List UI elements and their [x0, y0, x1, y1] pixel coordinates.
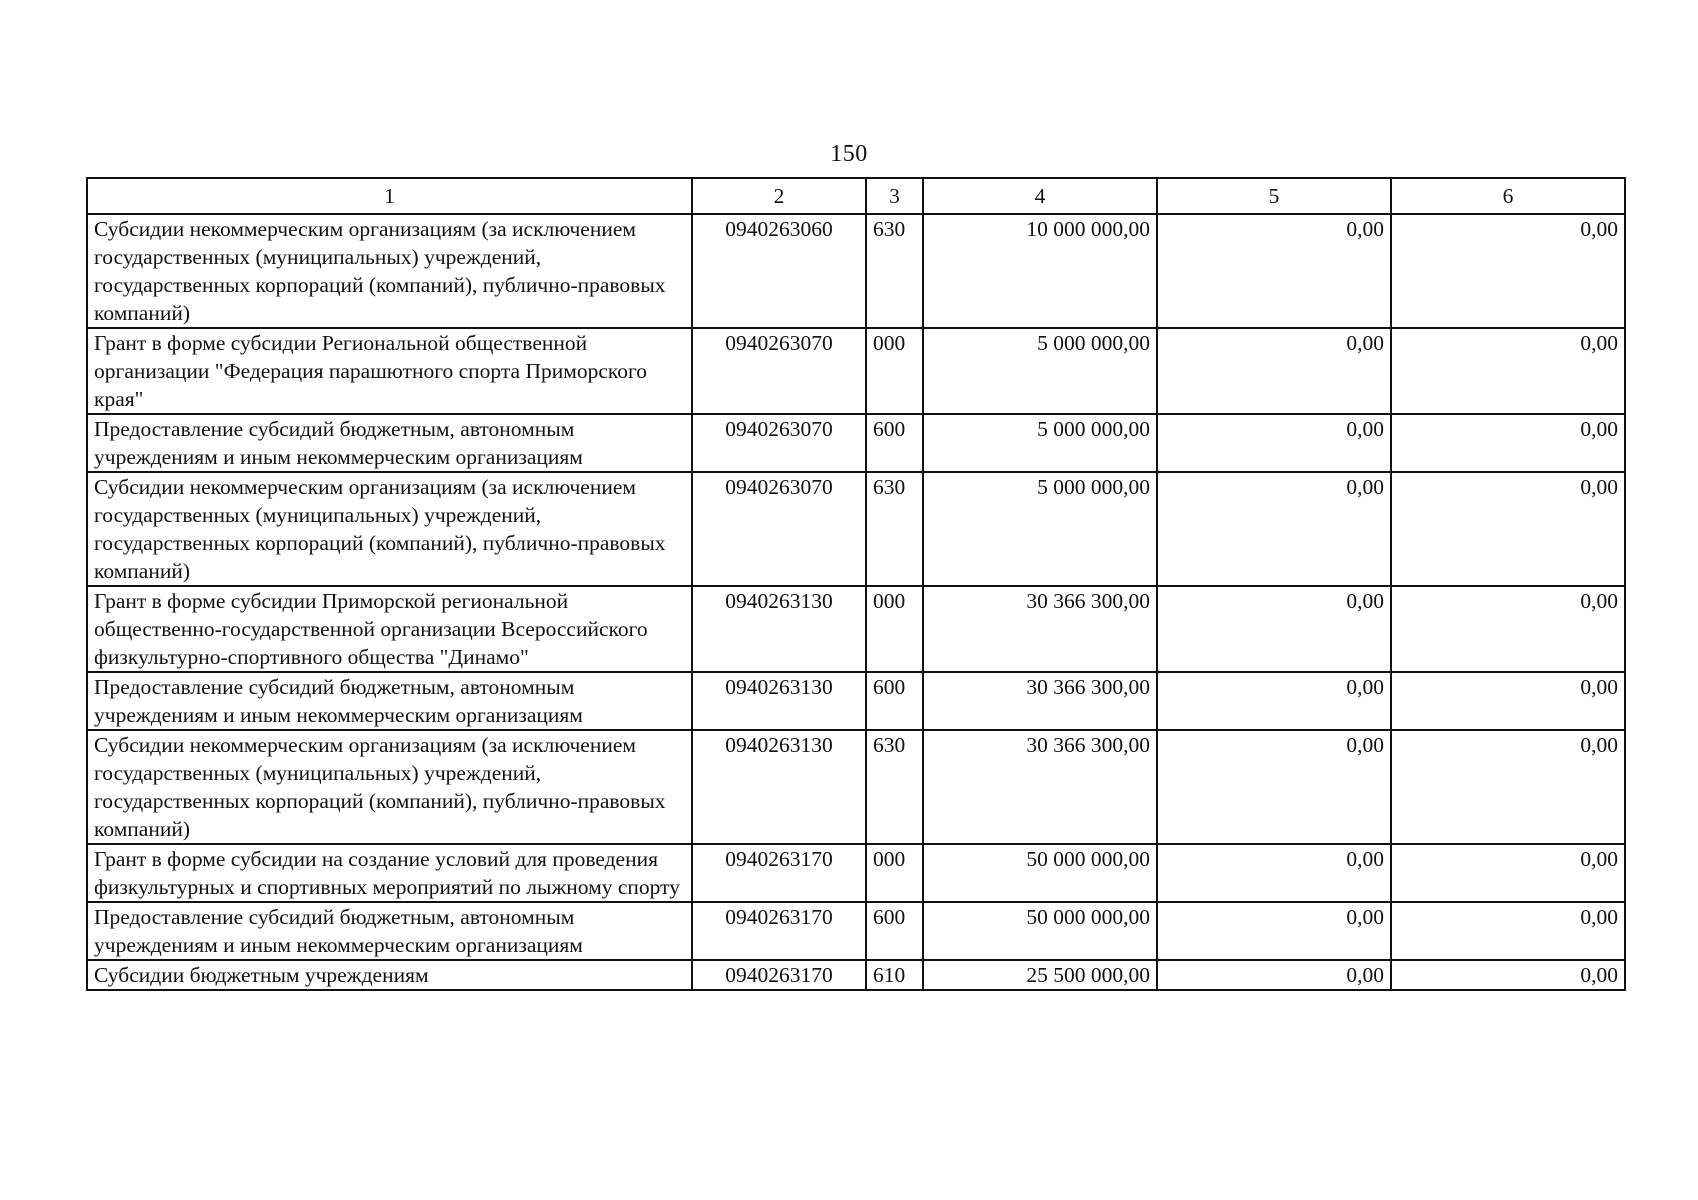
- row-code-cell: 0940263170: [692, 902, 866, 960]
- amount-col6: 0,00: [1580, 417, 1618, 441]
- row-type-cell: 000: [866, 328, 923, 414]
- row-type-cell: 610: [866, 960, 923, 990]
- table-row: [87, 844, 1625, 902]
- row-code-cell: 0940263070: [692, 328, 866, 414]
- amount-col4: 50 000 000,00: [1026, 847, 1150, 871]
- amount-col6: 0,00: [1580, 905, 1618, 929]
- row-name-cell: Грант в форме субсидии на создание условий для проведения физкультурных и спортивных мероприятий по лыжному спорту: [87, 844, 692, 902]
- amount-col4: 5 000 000,00: [1037, 475, 1150, 499]
- row-name-cell: Субсидии бюджетным учреждениям: [87, 960, 692, 990]
- row-type-cell: 600: [866, 672, 923, 730]
- row-code-cell: 0940263070: [692, 414, 866, 472]
- budget-table: [86, 177, 1626, 991]
- table-row: [87, 472, 1625, 586]
- amount-col5: 0,00: [1346, 847, 1384, 871]
- row-type-cell: 630: [866, 214, 923, 328]
- row-type-cell: 000: [866, 586, 923, 672]
- row-name-cell: Субсидии некоммерческим организациям (за исключением государственных (муниципальных) учреждений, государственных корпораций (компаний), публично-правовых компаний): [87, 214, 692, 328]
- table-row: [87, 960, 1625, 990]
- row-name-cell: Предоставление субсидий бюджетным, автономным учреждениям и иным некоммерческим организациям: [87, 414, 692, 472]
- table-row: [87, 328, 1625, 414]
- column-header: 4: [923, 178, 1157, 214]
- row-type-cell: 600: [866, 414, 923, 472]
- amount-col4: 30 366 300,00: [1026, 589, 1150, 613]
- header-row: [87, 178, 1625, 214]
- amount-col6: 0,00: [1580, 475, 1618, 499]
- table-row: [87, 730, 1625, 844]
- amount-col4: 30 366 300,00: [1026, 675, 1150, 699]
- row-code-cell: 0940263070: [692, 472, 866, 586]
- row-name-cell: Грант в форме субсидии Приморской региональной общественно-государственной организации Всероссийского физкультурно-спортивного общества "Динамо": [87, 586, 692, 672]
- table-row: [87, 414, 1625, 472]
- row-code-cell: 0940263130: [692, 672, 866, 730]
- amount-col6: 0,00: [1580, 733, 1618, 757]
- column-header: 2: [692, 178, 866, 214]
- row-name-cell: Предоставление субсидий бюджетным, автономным учреждениям и иным некоммерческим организациям: [87, 902, 692, 960]
- amount-col5: 0,00: [1346, 675, 1384, 699]
- row-name-cell: Предоставление субсидий бюджетным, автономным учреждениям и иным некоммерческим организациям: [87, 672, 692, 730]
- amount-col5: 0,00: [1346, 905, 1384, 929]
- column-header: 1: [87, 178, 692, 214]
- row-code-cell: 0940263170: [692, 960, 866, 990]
- amount-col6: 0,00: [1580, 963, 1618, 987]
- amount-col5: 0,00: [1346, 217, 1384, 241]
- amount-col4: 25 500 000,00: [1026, 963, 1150, 987]
- amount-col5: 0,00: [1346, 733, 1384, 757]
- row-type-cell: 630: [866, 472, 923, 586]
- row-name-cell: Грант в форме субсидии Региональной общественной организации "Федерация парашютного спорта Приморского края": [87, 328, 692, 414]
- row-name-cell: Субсидии некоммерческим организациям (за исключением государственных (муниципальных) учреждений, государственных корпораций (компаний), публично-правовых компаний): [87, 472, 692, 586]
- table-row: [87, 902, 1625, 960]
- amount-col4: 30 366 300,00: [1026, 733, 1150, 757]
- table-row: [87, 672, 1625, 730]
- amount-col4: 50 000 000,00: [1026, 905, 1150, 929]
- row-code-cell: 0940263130: [692, 730, 866, 844]
- column-header: 3: [866, 178, 923, 214]
- column-header: 6: [1391, 178, 1625, 214]
- column-header: 5: [1157, 178, 1391, 214]
- amount-col6: 0,00: [1580, 589, 1618, 613]
- row-type-cell: 000: [866, 844, 923, 902]
- row-code-cell: 0940263170: [692, 844, 866, 902]
- table-row: [87, 214, 1625, 328]
- page-number: 150: [830, 141, 868, 167]
- amount-col5: 0,00: [1346, 963, 1384, 987]
- row-type-cell: 600: [866, 902, 923, 960]
- amount-col5: 0,00: [1346, 417, 1384, 441]
- amount-col5: 0,00: [1346, 475, 1384, 499]
- amount-col6: 0,00: [1580, 847, 1618, 871]
- row-code-cell: 0940263130: [692, 586, 866, 672]
- amount-col5: 0,00: [1346, 331, 1384, 355]
- amount-col5: 0,00: [1346, 589, 1384, 613]
- row-type-cell: 630: [866, 730, 923, 844]
- amount-col6: 0,00: [1580, 675, 1618, 699]
- amount-col6: 0,00: [1580, 217, 1618, 241]
- amount-col6: 0,00: [1580, 331, 1618, 355]
- amount-col4: 5 000 000,00: [1037, 331, 1150, 355]
- amount-col4: 5 000 000,00: [1037, 417, 1150, 441]
- amount-col4: 10 000 000,00: [1026, 217, 1150, 241]
- row-code-cell: 0940263060: [692, 214, 866, 328]
- table-row: [87, 586, 1625, 672]
- row-name-cell: Субсидии некоммерческим организациям (за исключением государственных (муниципальных) учреждений, государственных корпораций (компаний), публично-правовых компаний): [87, 730, 692, 844]
